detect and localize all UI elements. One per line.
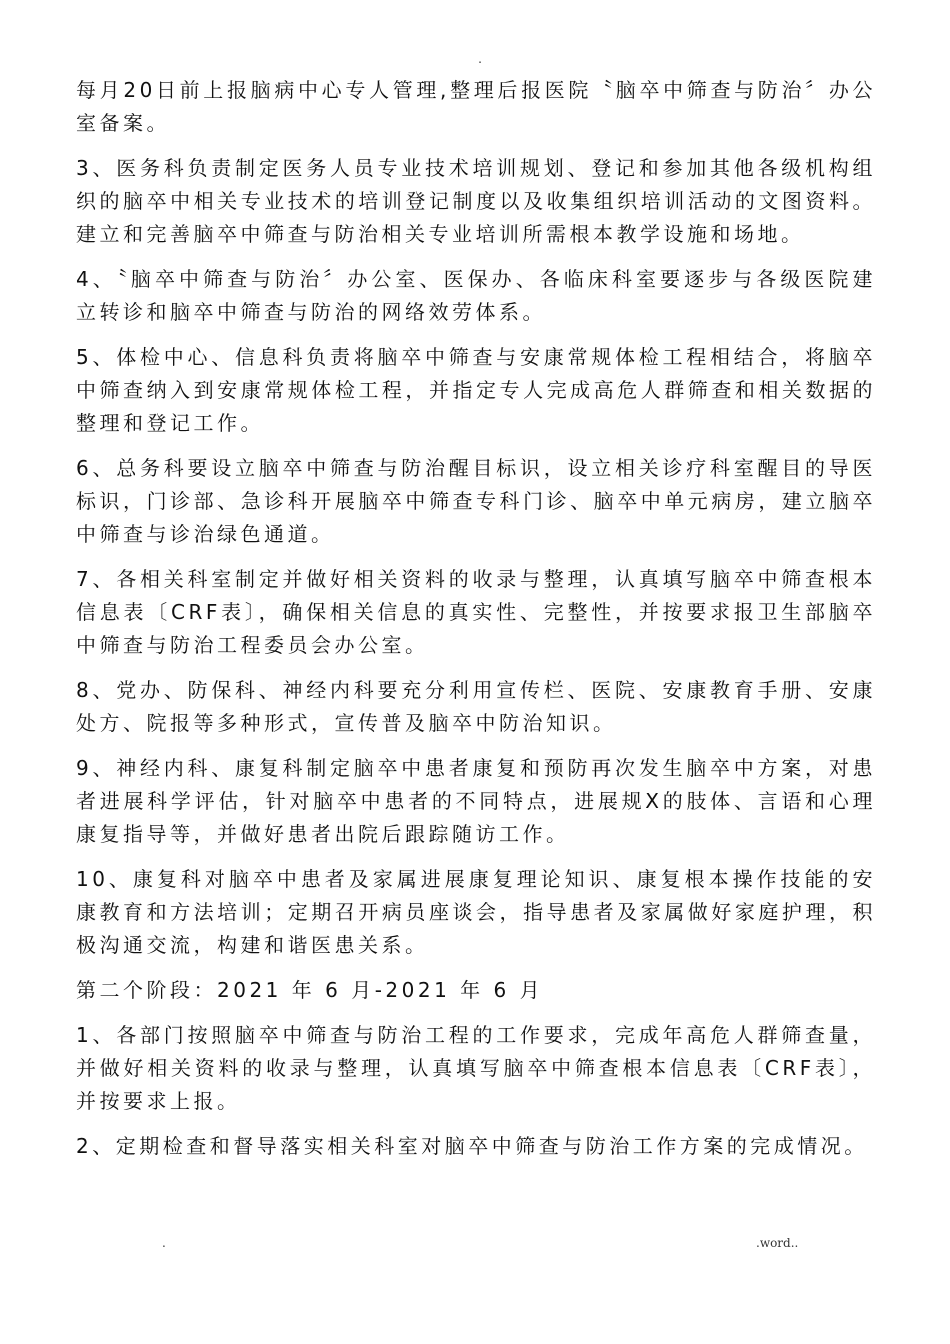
paragraph-7: 8、党办、防保科、神经内科要充分利用宣传栏、医院、安康教育手册、安康处方、院报等多种形式，宣传普及脑卒中防治知识。: [76, 678, 876, 735]
paragraph-6: 7、各相关科室制定并做好相关资料的收录与整理，认真填写脑卒中筛查根本信息表〔CRF表〕，确保相关信息的真实性、完整性，并按要求报卫生部脑卒中筛查与防治工程委员会办公室。: [76, 567, 876, 657]
footer-dot: .: [162, 1236, 166, 1250]
paragraph-9: 10、康复科对脑卒中患者及家属进展康复理论知识、康复根本操作技能的安康教育和方法培训；定期召开病员座谈会，指导患者及家属做好家庭护理，积极沟通交流，构建和谐医患关系。: [76, 867, 876, 957]
paragraph-11: 2、定期检查和督导落实相关科室对脑卒中筛查与防治工作方案的完成情况。: [76, 1134, 868, 1158]
paragraph-5: 6、总务科要设立脑卒中筛查与防治醒目标识，设立相关诊疗科室醒目的导医标识，门诊部、急诊科开展脑卒中筛查专科门诊、脑卒中单元病房，建立脑卒中筛查与诊治绿色通道。: [76, 456, 876, 546]
paragraph-8: 9、神经内科、康复科制定脑卒中患者康复和预防再次发生脑卒中方案，对患者进展科学评估，针对脑卒中患者的不同特点，进展规X的肢体、言语和心理康复指导等，并做好患者出院后跟踪随访工作。: [76, 756, 876, 846]
paragraph-2: 3、医务科负责制定医务人员专业技术培训规划、登记和参加其他各级机构组织的脑卒中相关专业技术的培训登记制度以及收集组织培训活动的文图资料。建立和完善脑卒中筛查与防治相关专业培训所需根本教学设施和场地。: [76, 156, 876, 246]
paragraph-10: 1、各部门按照脑卒中筛查与防治工程的工作要求，完成年高危人群筛查量，并做好相关资料的收录与整理，认真填写脑卒中筛查根本信息表〔CRF表〕，并按要求上报。: [76, 1023, 876, 1113]
paragraph-3: 4、〝脑卒中筛查与防治〞办公室、医保办、各临床科室要逐步与各级医院建立转诊和脑卒中筛查与防治的网络效劳体系。: [76, 267, 876, 324]
paragraph-1: 每月20日前上报脑病中心专人管理,整理后报医院〝脑卒中筛查与防治〞办公室备案。: [76, 78, 876, 135]
section-heading: 第二个阶段：2021 年 6 月-2021 年 6 月: [76, 978, 544, 1002]
document-body: [76, 74, 876, 1175]
paragraph-4: 5、体检中心、信息科负责将脑卒中筛查与安康常规体检工程相结合，将脑卒中筛查纳入到安康常规体检工程，并指定专人完成高危人群筛查和相关数据的整理和登记工作。: [76, 345, 876, 435]
header-dot: .: [478, 52, 482, 66]
footer-word-mark: .word..: [756, 1236, 799, 1250]
